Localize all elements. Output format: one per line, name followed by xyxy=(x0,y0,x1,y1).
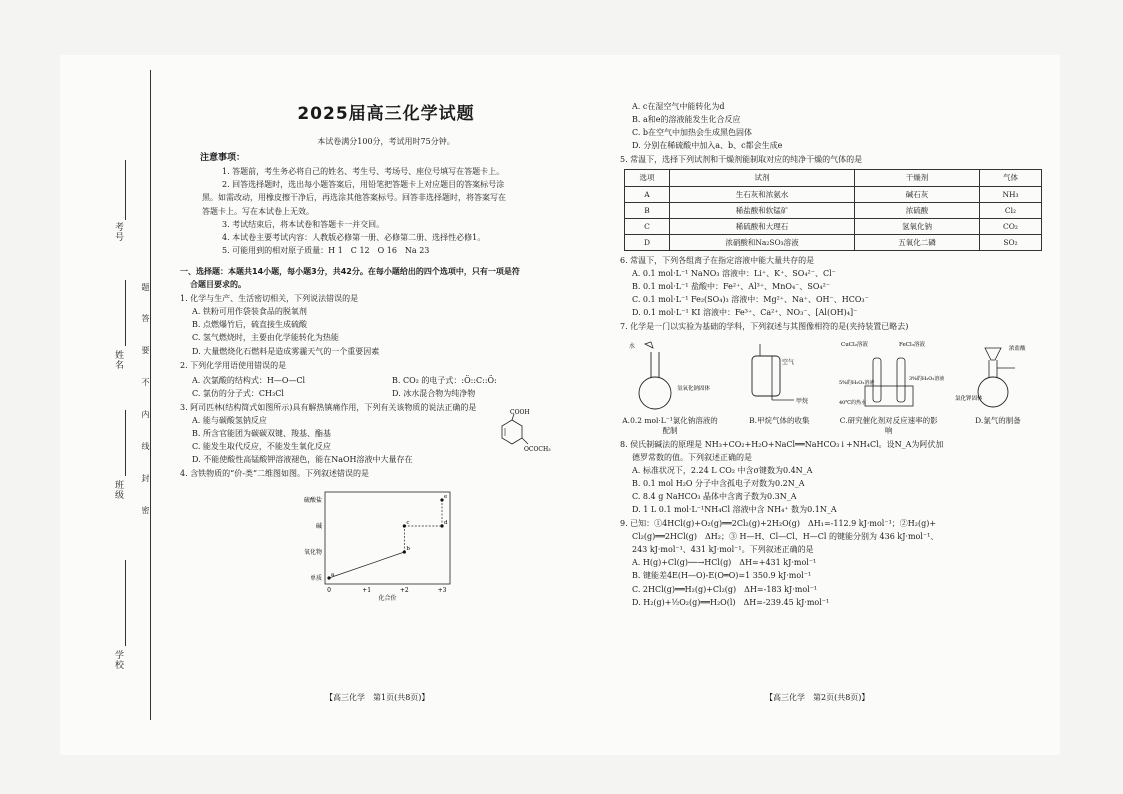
school-line xyxy=(125,560,126,646)
connector-line xyxy=(329,552,404,578)
seal-char: 题 xyxy=(141,283,150,291)
chlorine-generator xyxy=(953,338,1043,416)
struct-ester-label: OCOCH₃ xyxy=(524,445,551,453)
q3-option-a: A. 能与碳酸氢钠反应 xyxy=(192,415,267,425)
table-cell: 五氧化二磷 xyxy=(855,234,980,250)
apparatus-figures xyxy=(620,338,1048,436)
school-label: 学校 xyxy=(113,650,123,670)
x-tick-label: +2 xyxy=(399,587,409,595)
aspirin-structure xyxy=(480,408,570,456)
table-header-row xyxy=(625,170,1042,186)
q1-option-a: A. 铁粉可用作袋装食品的脱氧剂 xyxy=(192,307,307,317)
table-cell: 稀盐酸和软锰矿 xyxy=(670,202,855,218)
seal-char: 要 xyxy=(141,346,150,354)
name-label: 姓名 xyxy=(113,350,123,370)
note-line: 1. 答题前，考生务必将自己的姓名、考生号、考场号、座位号填写在答题卡上。 xyxy=(222,167,505,177)
question-4-stem: 4. 含铁物质的“价-类”二维图如图。下列叙述错误的是 xyxy=(180,469,370,479)
note-line: 2. 回答选择题时，选出每小题答案后，用铅笔把答题卡上对应题目的答案标号涂 xyxy=(222,180,505,190)
seal-char: 密 xyxy=(141,506,150,514)
q9-option-a: A. H(g)+Cl(g)──→HCl(g) ΔH=+431 kJ·mol⁻¹ xyxy=(632,558,817,568)
q1-option-d: D. 大量燃烧化石燃料是造成雾霾天气的一个重要因素 xyxy=(192,346,380,356)
reagent-table xyxy=(624,169,1042,250)
name-line xyxy=(125,280,126,346)
fig-water-label: 水 xyxy=(629,342,636,350)
gas-collector xyxy=(734,338,824,416)
fig-h2o2-5-label: 5%的H₂O₂溶液 xyxy=(838,379,875,386)
x-tick-label: 0 xyxy=(327,587,331,595)
section-heading-cont: 合题目要求的。 xyxy=(190,280,246,290)
point-label: a xyxy=(331,572,335,579)
q1-option-b: B. 点燃爆竹后，硫直接生成硫酸 xyxy=(192,320,307,330)
y-tick-label: 单质 xyxy=(309,575,322,583)
table-header: 选项 xyxy=(625,170,670,186)
table-header: 试剂 xyxy=(670,170,855,186)
question-5-stem: 5. 常温下，选择下列试剂和干燥剂能制取对应的纯净干燥的气体的是 xyxy=(620,155,863,165)
q4-option-d: D. 分别在稀硫酸中加入a、b、c都会生成e xyxy=(632,141,783,151)
table-header: 干燥剂 xyxy=(855,170,980,186)
note-line: 5. 可能用到的相对原子质量：H 1 C 12 O 16 Na 23 xyxy=(222,245,430,255)
y-tick-label: 硫酸盐 xyxy=(303,497,322,505)
left-column xyxy=(180,104,592,607)
q4-option-a: A. c在湿空气中能转化为d xyxy=(632,102,725,111)
page-title: 2025届高三化学试题 xyxy=(297,104,475,124)
section-heading: 一、选择题：本题共14小题，每小题3分，共42分。在每小题给出的四个选项中，只有一项是符 xyxy=(180,266,520,276)
q9-option-b: B. 键能差4E(H—O)-E(O═O)=1 350.9 kJ·mol⁻¹ xyxy=(632,571,812,581)
q6-option-a: A. 0.1 mol·L⁻¹ NaNO₃ 溶液中：Li⁺、K⁺、SO₄²⁻、Cl⁻ xyxy=(632,269,836,279)
struct-cooh-label: COOH xyxy=(510,408,530,416)
question-7-stem: 7. 化学是一门以实验为基础的学科，下列叙述与其图像相符的是(夹持装置已略去) xyxy=(620,322,909,332)
exam-meta: 本试卷满分100分，考试用时75分钟。 xyxy=(317,137,455,147)
y-tick-label: 氧化物 xyxy=(303,549,322,557)
q8-option-c: C. 8.4 g NaHCO₃ 晶体中含离子数为0.3N_A xyxy=(632,491,797,501)
y-tick-label: 碱 xyxy=(315,523,322,531)
fig-fecl3-label: FeCl₃溶液 xyxy=(898,341,925,348)
figure-b-caption: B.甲烷气体的收集 xyxy=(749,415,810,425)
question-3-stem: 3. 阿司匹林(结构简式如图所示)具有解热镇痛作用，下列有关该物质的说法正确的是 xyxy=(180,402,477,412)
q6-option-c: C. 0.1 mol·L⁻¹ Fe₂(SO₄)₃ 溶液中：Mg²⁺、Na⁺、OH⁻、HCO₃⁻ xyxy=(632,295,869,305)
test-tube-setup xyxy=(838,338,945,416)
fig-hcl-label: 浓盐酸 xyxy=(1008,345,1026,352)
question-8-stem-cont: 德罗常数的值。下列叙述正确的是 xyxy=(632,452,752,462)
question-9-stem: 9. 已知：①4HCl(g)+O₂(g)══2Cl₂(g)+2H₂O(g) ΔH₁=-112.9 kJ·mol⁻¹；②H₂(g)+ xyxy=(620,519,937,529)
table-row xyxy=(625,234,1042,250)
table-cell: 浓硫酸 xyxy=(855,202,980,218)
fig-solid-label: 氯化钾固体 xyxy=(954,395,983,402)
q4-option-b: B. a和e的溶液能发生化合反应 xyxy=(632,115,741,125)
question-9-stem-cont: 243 kJ·mol⁻¹、431 kJ·mol⁻¹。下列叙述正确的是 xyxy=(632,545,814,555)
q2-option-d: D. 冰水混合物为纯净物 xyxy=(392,388,476,398)
question-1-stem: 1. 化学与生产、生活密切相关，下列说法错误的是 xyxy=(180,294,359,304)
table-cell: 浓硝酸和Na₂SO₃溶液 xyxy=(670,234,855,250)
question-6-stem: 6. 常温下，下列各组离子在指定溶液中能大量共存的是 xyxy=(620,255,815,265)
q3-option-b: B. 所含官能团为碳碳双键、羧基、酯基 xyxy=(192,429,331,439)
note-line: 3. 考试结束后，将本试卷和答题卡一并交回。 xyxy=(222,219,385,229)
class-label: 班级 xyxy=(113,480,123,500)
fig-naoh-label: 氢氧化钠固体 xyxy=(677,385,711,392)
table-row xyxy=(625,186,1042,202)
table-row xyxy=(625,202,1042,218)
flask-apparatus xyxy=(625,338,715,416)
fig-cucl2-label: CuCl₂溶液 xyxy=(840,341,868,348)
table-cell: B xyxy=(625,202,670,218)
q8-option-a: A. 标准状况下，2.24 L CO₂ 中含σ键数为0.4N_A xyxy=(632,465,813,475)
table-cell: 生石灰和浓氨水 xyxy=(670,186,855,202)
page-footer-right: 【高三化学 第2页(共8页)】 xyxy=(765,693,870,702)
note-line: 4. 本试卷主要考试内容：人教版必修第一册、必修第二册、选择性必修1。 xyxy=(222,232,486,242)
seal-char: 线 xyxy=(141,442,150,450)
q8-option-b: B. 0.1 mol H₂O 分子中含孤电子对数为0.2N_A xyxy=(632,478,805,488)
binding-line xyxy=(150,70,151,720)
q2-option-b: B. CO₂ 的电子式：:Ö::C::Ö: xyxy=(392,375,497,385)
fig-air-label: 空气 xyxy=(782,358,795,366)
question-9-stem-cont: Cl₂(g)══2HCl(g) ΔH₂；③ H—H、Cl—Cl、H—Cl 的键能分别为 436 kJ·mol⁻¹、 xyxy=(632,532,939,542)
figure-a xyxy=(620,338,720,436)
q6-option-b: B. 0.1 mol·L⁻¹ 盐酸中：Fe²⁺、Al³⁺、MnO₄⁻、SO₄²⁻ xyxy=(632,282,831,292)
table-cell: 稀硫酸和大理石 xyxy=(670,218,855,234)
point-label: e xyxy=(444,494,448,501)
fig-h2o2-3-label: 3%的H₂O₂溶液 xyxy=(908,375,945,382)
table-row xyxy=(625,218,1042,234)
table-cell: A xyxy=(625,186,670,202)
seal-char: 不 xyxy=(141,378,150,386)
table-cell: SO₂ xyxy=(980,234,1042,250)
seal-char: 封 xyxy=(141,474,150,482)
figure-d-caption: D.氯气的制备 xyxy=(975,415,1021,425)
seal-char: 答 xyxy=(141,314,150,322)
figure-d xyxy=(948,338,1048,436)
exam-no-line xyxy=(125,160,126,220)
page-footer-left: 【高三化学 第1页(共8页)】 xyxy=(325,693,430,702)
question-8-stem: 8. 侯氏制碱法的原理是 NH₃+CO₂+H₂O+NaCl══NaHCO₃↓+NH₄Cl。设N_A为阿伏加 xyxy=(620,439,944,449)
q3-option-d: D. 不能使酸性高锰酸钾溶液褪色，能在NaOH溶液中大量存在 xyxy=(192,455,413,465)
valence-class-chart xyxy=(285,484,460,602)
table-cell: Cl₂ xyxy=(980,202,1042,218)
figure-a-caption: A.0.2 mol·L⁻¹氯化钠溶液的配制 xyxy=(622,415,718,435)
q2-option-a: A. 次氯酸的结构式：H—O—Cl xyxy=(192,375,306,385)
note-line: 答题卡上。写在本试卷上无效。 xyxy=(202,206,314,216)
point-label: d xyxy=(444,520,448,527)
q9-option-d: D. H₂(g)+½O₂(g)══H₂O(l) ΔH=-239.45 kJ·mol⁻¹ xyxy=(632,597,830,607)
q3-option-c: C. 能发生取代反应，不能发生氧化反应 xyxy=(192,442,331,452)
notes-heading: 注意事项： xyxy=(200,153,246,164)
q4-option-c: C. b在空气中加热会生成黑色固体 xyxy=(632,128,753,138)
point-label: c xyxy=(406,520,410,527)
figure-b xyxy=(729,338,829,436)
chart-frame xyxy=(325,492,450,584)
q6-option-d: D. 0.1 mol·L⁻¹ KI 溶液中：Fe³⁺、Ca²⁺、NO₃⁻、[Al(OH)₄]⁻ xyxy=(632,308,858,318)
table-cell: C xyxy=(625,218,670,234)
figure-c xyxy=(838,338,945,436)
right-column xyxy=(620,100,1048,609)
table-cell: CO₂ xyxy=(980,218,1042,234)
fig-methane-label: 甲烷 xyxy=(796,397,809,405)
q1-option-c: C. 氢气燃烧时，主要由化学能转化为热能 xyxy=(192,333,339,343)
table-cell: NH₃ xyxy=(980,186,1042,202)
fig-hot-water-label: 40℃的热水 xyxy=(838,399,866,406)
point-label: b xyxy=(406,546,410,553)
note-line: 黑。如需改动，用橡皮擦干净后，再选涂其他答案标号。回答非选择题时，将答案写在 xyxy=(202,193,506,203)
table-cell: 碱石灰 xyxy=(855,186,980,202)
figure-c-caption: C.研究催化剂对反应速率的影响 xyxy=(839,415,938,435)
question-2-stem: 2. 下列化学用语使用错误的是 xyxy=(180,360,287,370)
x-axis-label: 化合价 xyxy=(378,595,397,603)
table-cell: D xyxy=(625,234,670,250)
q2-option-c: C. 氯仿的分子式：CH₃Cl xyxy=(192,388,284,398)
table-cell: 氢氧化钠 xyxy=(855,218,980,234)
q9-option-c: C. 2HCl(g)══H₂(g)+Cl₂(g) ΔH=-183 kJ·mol⁻¹ xyxy=(632,584,818,594)
x-tick-label: +1 xyxy=(362,587,372,595)
class-line xyxy=(125,410,126,476)
table-header: 气体 xyxy=(980,170,1042,186)
seal-char: 内 xyxy=(141,410,150,418)
q8-option-d: D. 1 L 0.1 mol·L⁻¹NH₄Cl 溶液中含 NH₄⁺ 数为0.1N_A xyxy=(632,504,837,514)
exam-no-label: 考号 xyxy=(113,222,123,242)
x-tick-label: +3 xyxy=(437,587,447,595)
